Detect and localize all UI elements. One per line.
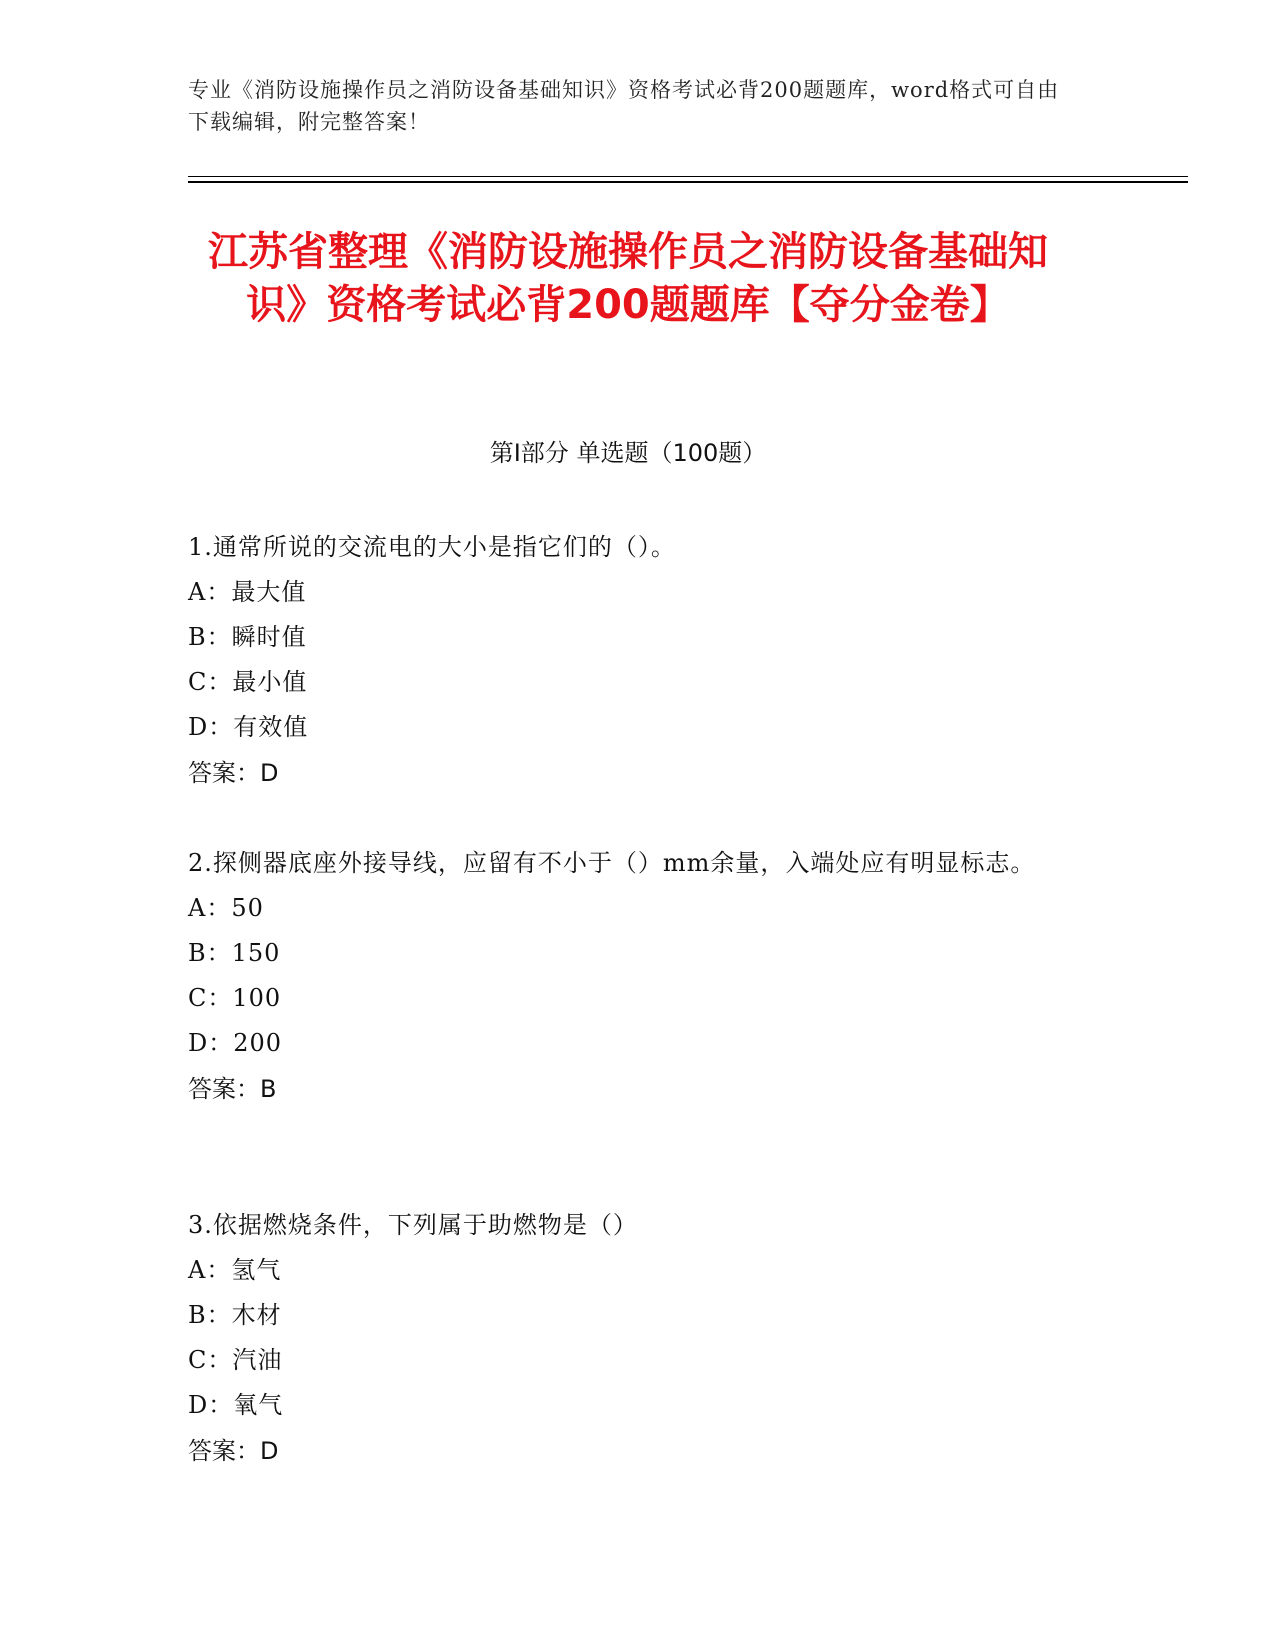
question-stem: 2.探侧器底座外接导线，应留有不小于（）mm余量，入端处应有明显标志。: [188, 849, 1036, 877]
answer: 答案：B: [188, 1075, 277, 1103]
answer: 答案：D: [188, 759, 279, 787]
option-c: C：100: [188, 984, 282, 1012]
option-a: A：氢气: [188, 1256, 282, 1284]
option-d: D：氧气: [188, 1391, 284, 1419]
option-c: C：最小值: [188, 668, 308, 696]
header-note: 专业《消防设施操作员之消防设备基础知识》资格考试必背200题题库，word格式可自由下载编辑，附完整答案！: [188, 78, 1060, 134]
document-title: 江苏省整理《消防设施操作员之消防设备基础知识》资格考试必背200题题库【夺分金卷】: [208, 229, 1048, 328]
question-stem: 1.通常所说的交流电的大小是指它们的（）。: [188, 533, 676, 561]
option-b: B：150: [188, 939, 281, 967]
option-d: D：有效值: [188, 713, 309, 741]
option-d: D：200: [188, 1029, 283, 1057]
option-c: C：汽油: [188, 1346, 283, 1374]
question-1: [188, 524, 1068, 796]
question-stem: 3.依据燃烧条件，下列属于助燃物是（）: [188, 1211, 638, 1239]
question-3: [188, 1202, 1068, 1474]
answer: 答案：D: [188, 1437, 279, 1465]
section-title: 第I部分 单选题（100题）: [489, 439, 767, 467]
header-divider-thick: [188, 181, 1188, 183]
header-divider-thin: [188, 176, 1188, 177]
option-b: B：木材: [188, 1301, 282, 1329]
option-a: A：最大值: [188, 578, 307, 606]
option-b: B：瞬时值: [188, 623, 307, 651]
question-2: [188, 840, 1068, 1112]
option-a: A：50: [188, 894, 264, 922]
